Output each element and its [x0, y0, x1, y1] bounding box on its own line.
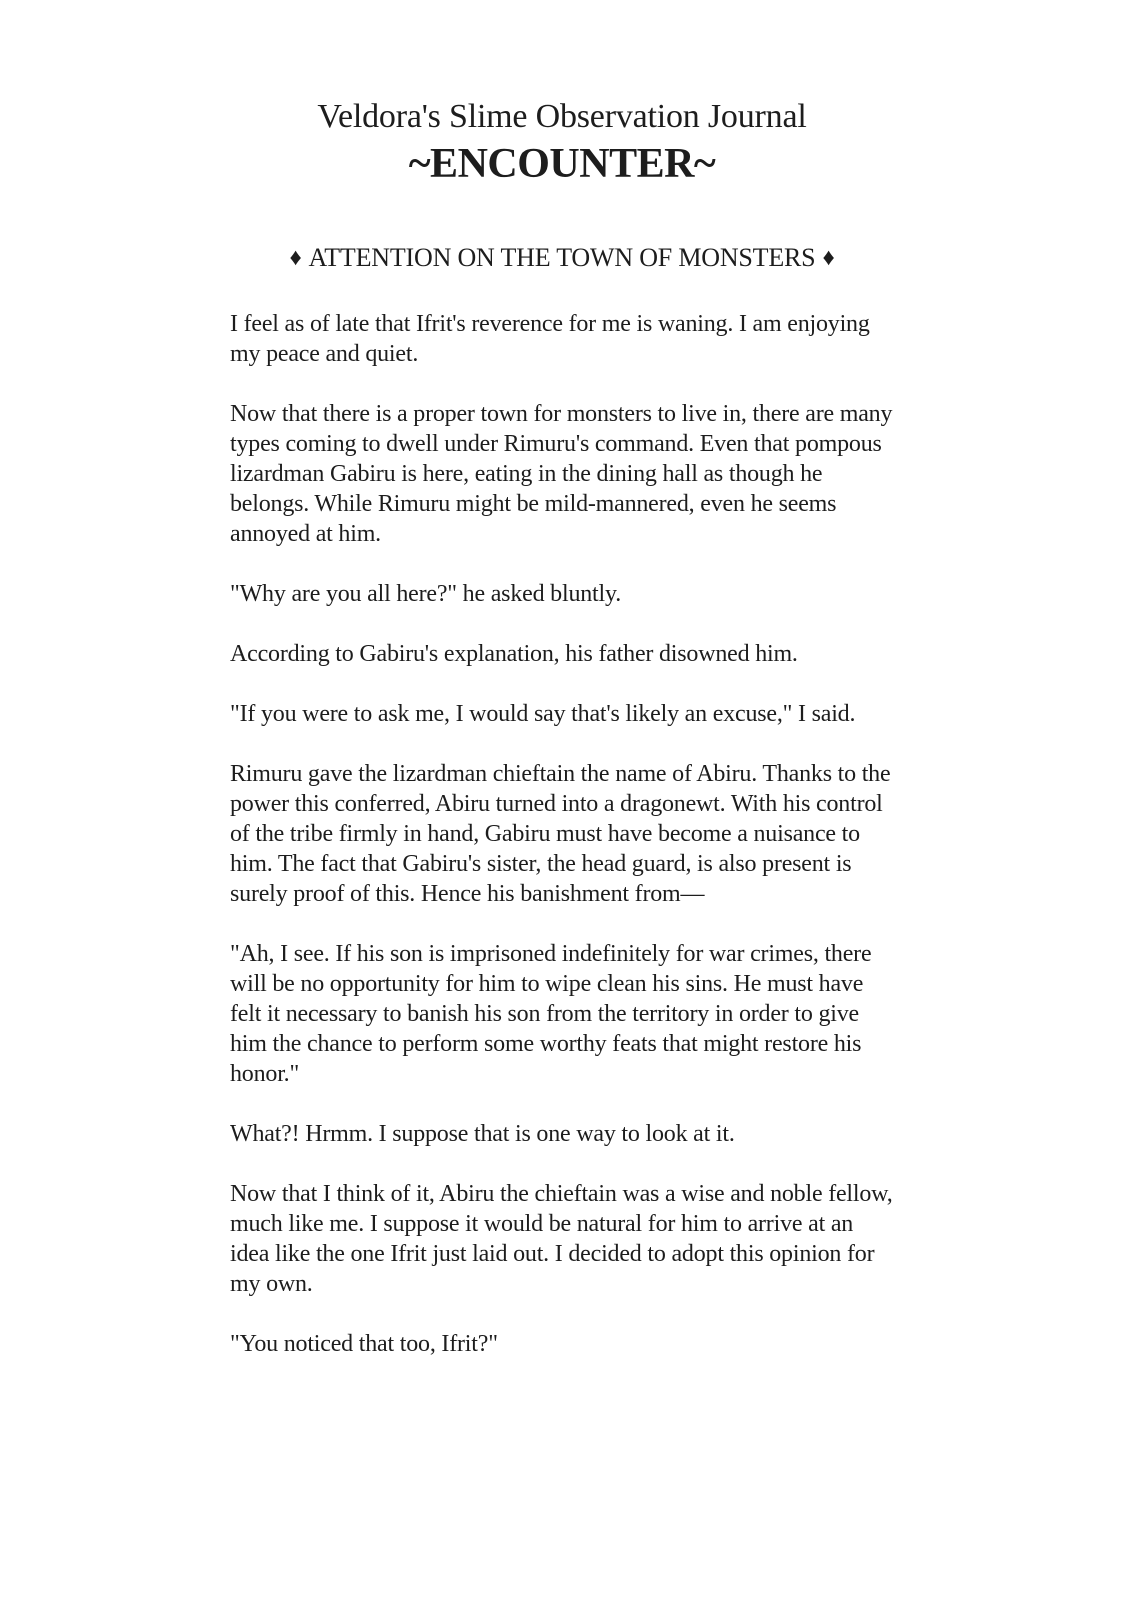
paragraph: What?! Hrmm. I suppose that is one way to look at it. — [230, 1121, 735, 1147]
paragraph: Now that I think of it, Abiru the chieftain was a wise and noble fellow, much like me. I suppose it would be natural for him to arrive at an idea like the one Ifrit just laid out. I decided to adopt this opinion for my own. — [230, 1181, 893, 1297]
paragraph: "Ah, I see. If his son is imprisoned indefinitely for war crimes, there will be no opportunity for him to wipe clean his sins. He must have felt it necessary to banish his son from the territory in order to give him the chance to perform some worthy feats that might restore his honor." — [230, 941, 872, 1087]
diamond-icon: ♦ — [289, 245, 302, 271]
paragraphs — [230, 309, 894, 1359]
paragraph: "Why are you all here?" he asked bluntly. — [230, 581, 622, 607]
paragraph: "You noticed that too, Ifrit?" — [230, 1331, 498, 1357]
paragraph: According to Gabiru's explanation, his father disowned him. — [230, 641, 798, 667]
section-heading-text: ATTENTION ON THE TOWN OF MONSTERS — [308, 243, 816, 272]
paragraph: Now that there is a proper town for monsters to live in, there are many types coming to dwell under Rimuru's command. Even that pompous lizardman Gabiru is here, eating in the dining hall as though he belongs. While Rimuru might be mild-mannered, even he seems annoyed at him. — [230, 401, 893, 547]
paragraph: Rimuru gave the lizardman chieftain the name of Abiru. Thanks to the power this conferred, Abiru turned into a dragonewt. With his control of the tribe firmly in hand, Gabiru must have become a nuisance to him. The fact that Gabiru's sister, the head guard, is also present is surely proof of this. Hence his banishment from— — [230, 761, 891, 907]
section-heading — [230, 242, 894, 275]
page-content — [230, 0, 894, 1359]
journal-title: Veldora's Slime Observation Journal — [317, 98, 807, 135]
chapter-title: ~ENCOUNTER~ — [408, 141, 716, 187]
paragraph: I feel as of late that Ifrit's reverence for me is waning. I am enjoying my peace and quiet. — [230, 311, 870, 367]
diamond-icon: ♦ — [822, 245, 835, 271]
paragraph: "If you were to ask me, I would say that's likely an excuse," I said. — [230, 701, 856, 727]
